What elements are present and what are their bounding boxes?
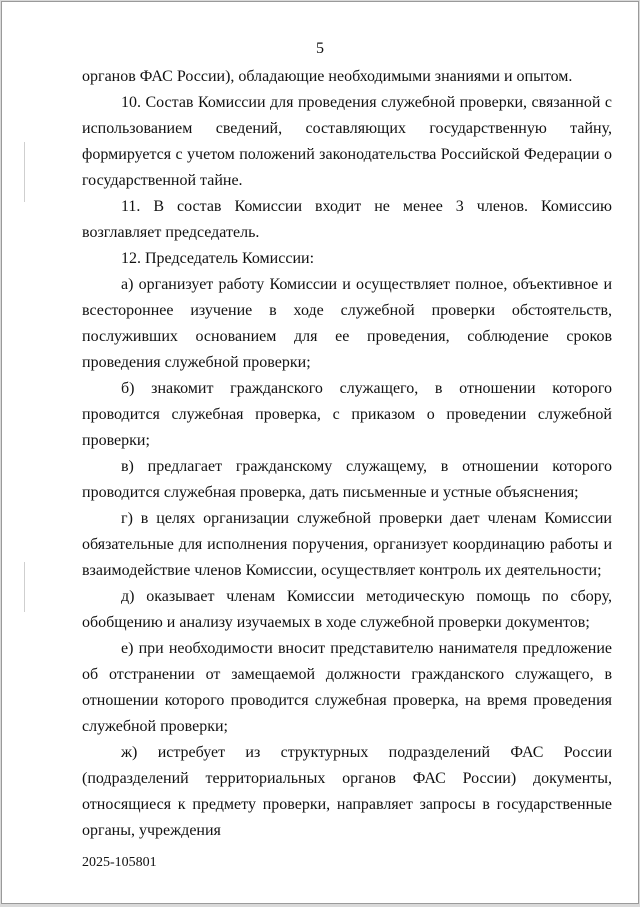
paragraph-item-10: 10. Состав Комиссии для проведения служебной проверки, связанной с использованием сведений, составляющих государственную тайну, формируется с учетом положений законодательства Российской Федерации о государственной тайне.: [82, 94, 612, 189]
subitem-b: б) знакомит гражданского служащего, в отношении которого проводится служебная проверка, с приказом о проведении служебной проверки;: [82, 380, 612, 449]
subitem-d: д) оказывает членам Комиссии методическую помощь по сбору, обобщению и анализу изучаемых в ходе служебной проверки документов;: [82, 588, 612, 631]
scan-margin-mark: [24, 142, 25, 202]
paragraph-continuation: органов ФАС России), обладающие необходимыми знаниями и опытом.: [82, 68, 573, 85]
document-page: [2, 2, 638, 903]
subitem-e: е) при необходимости вносит представителю нанимателя предложение об отстранении от замещаемой должности гражданского служащего, в отношении которого проводится служебная проверка, на время проведения служебной проверки;: [82, 640, 612, 735]
document-code: 2025-105801: [82, 855, 157, 870]
document-body: [82, 64, 612, 844]
subitem-v: в) предлагает гражданскому служащему, в отношении которого проводится служебная проверка, дать письменные и устные объяснения;: [82, 458, 612, 501]
subitem-zh: ж) истребует из структурных подразделений ФАС России (подразделений территориальных органов ФАС России) документы, относящиеся к предмету проверки, направляет запросы в государственные органы, учреждения: [82, 744, 612, 839]
page-number: 5: [316, 40, 324, 57]
subitem-g: г) в целях организации служебной проверки дает членам Комиссии обязательные для исполнения поручения, организует координацию работы и взаимодействие членов Комиссии, осуществляет контроль их деятельности;: [82, 510, 612, 579]
paragraph-item-12: 12. Председатель Комиссии:: [121, 250, 315, 267]
subitem-a: а) организует работу Комиссии и осуществляет полное, объективное и всестороннее изучение в ходе служебной проверки обстоятельств, послуживших основанием для ее проведения, соблюдение сроков проведения служебной проверки;: [82, 276, 612, 371]
paragraph-item-11: 11. В состав Комиссии входит не менее 3 членов. Комиссию возглавляет председатель.: [82, 198, 612, 241]
scan-margin-mark: [24, 562, 25, 612]
